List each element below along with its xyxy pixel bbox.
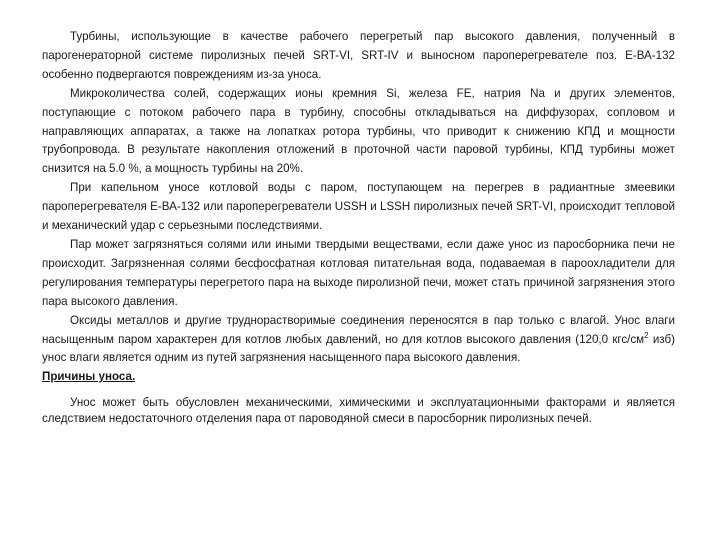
paragraph-2: Микроколичества солей, содержащих ионы кремния Si, железа FE, натрия Na и других элементов, поступающие с потоком рабочего пара в турбину, способны откладываться на диффузорах, сопловом и направляющих аппаратах, а также на лопатках ротора турбины, что приводит к снижению КПД и мощности трубопровода. В результате накопления отложений в проточной части паровой турбины, КПД турбины может снизится на 5.0 %, а мощность турбины на 20%.	[42, 86, 675, 176]
superscript-2: 2	[644, 330, 649, 340]
paragraph-6: Унос может быть обусловлен механическими, химическими и эксплуатационными факторами и является следствием недостаточного отделения пара от пароводяной смеси в паросборник пиролизных печей.	[42, 396, 675, 426]
paragraph-5-text-b: изб) унос влаги является одним из путей загрязнения насыщенного пара высокого давления.	[42, 332, 675, 365]
document-page	[42, 28, 675, 427]
paragraph-4: Пар может загрязняться солями или иными твердыми веществами, если даже унос из паросборника печи не происходит. Загрязненная солями бесфосфатная котловая питательная вода, подаваемая в пароохладители для регулирования температуры перегретого пара на выходе пиролизной печи, может стать причиной загрязнения этого пара высокого давления.	[42, 237, 675, 308]
section-heading: Причины уноса.	[42, 370, 136, 384]
paragraph-5	[42, 312, 675, 369]
paragraph-5-text-a: Оксиды металлов и другие труднорастворимые соединения переносятся в пар только с влагой. Унос влаги насыщенным паром характерен для котлов любых давлений, но для котлов высокого давления (120,0 кгс/см	[42, 313, 675, 346]
paragraph-3: При капельном уносе котловой воды с паром, поступающем на перегрев в радиантные змеевики пароперегревателя Е-ВА-132 или пароперегреватели USSH и LSSH пиролизных печей SRT-VI, происходит тепловой и механический удар с серьезными последствиями.	[42, 181, 675, 233]
paragraph-1: Турбины, использующие в качестве рабочего перегретый пар высокого давления, полученный в парогенераторной системе пиролизных печей SRT-VI, SRT-IV и выносном пароперегревателе поз. Е-ВА-132 особенно подвергаются повреждениям из-за уноса.	[42, 30, 675, 81]
